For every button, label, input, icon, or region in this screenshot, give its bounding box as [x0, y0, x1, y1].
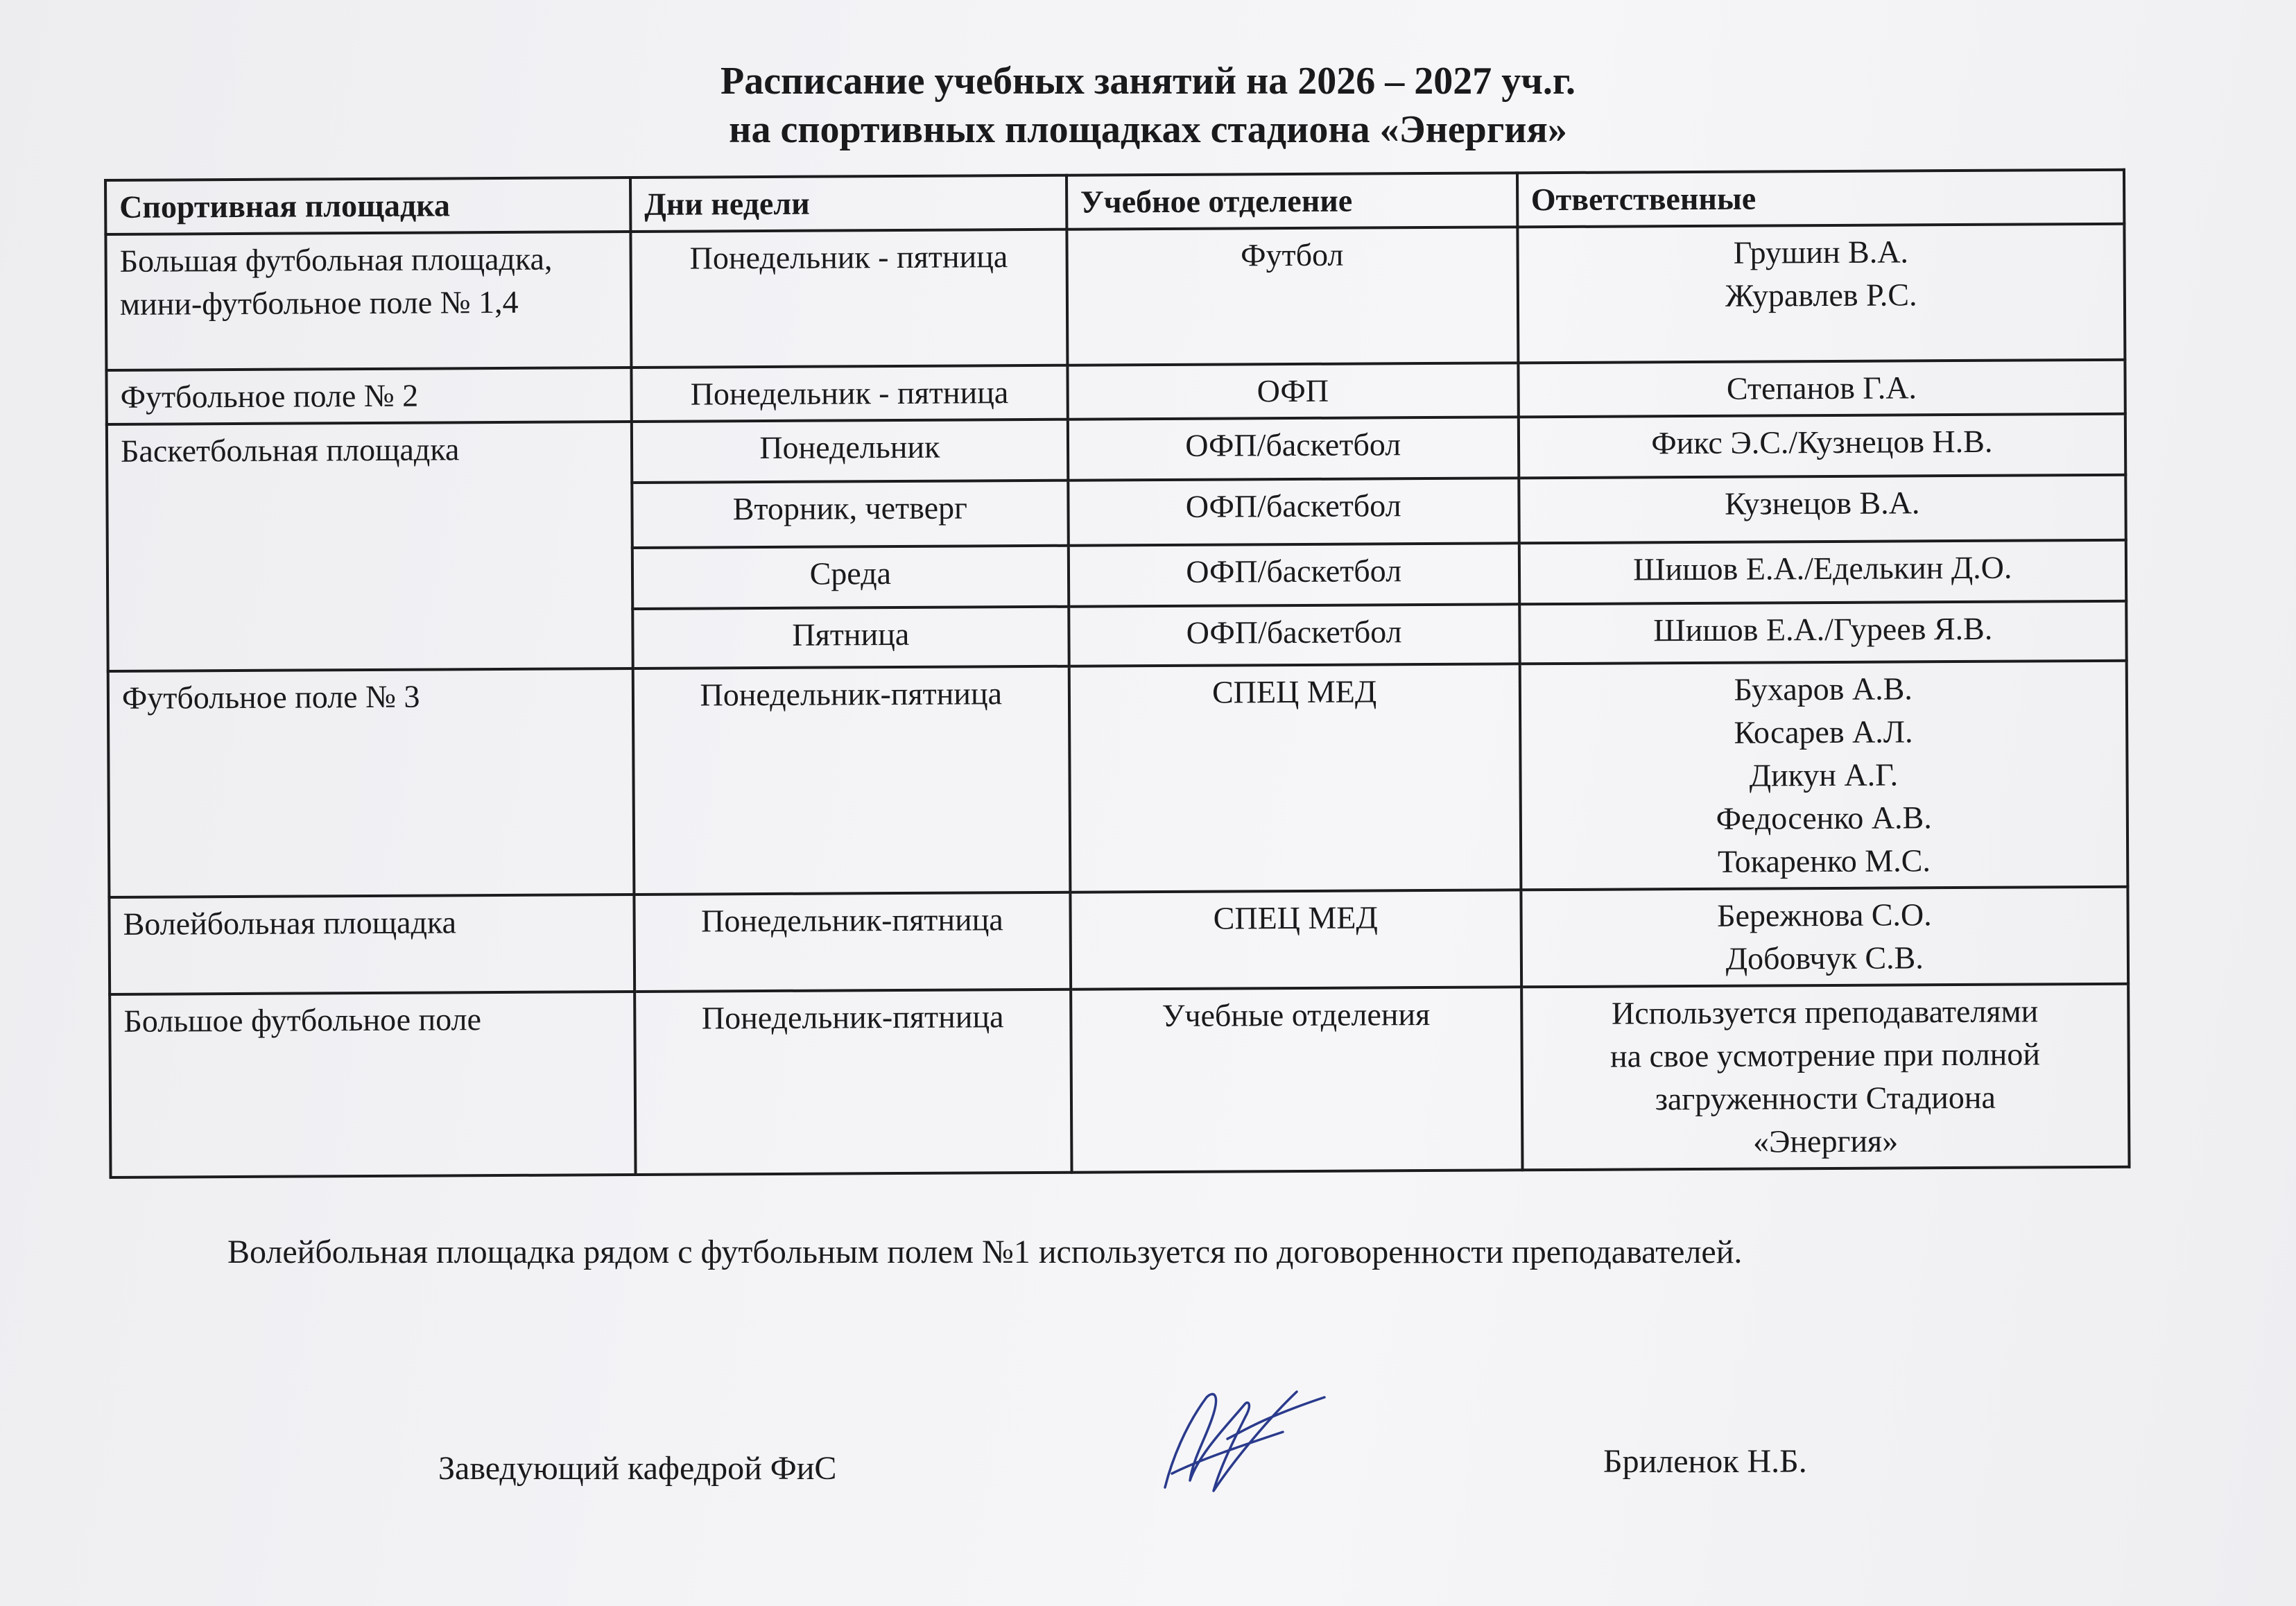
days-cell: Понедельник - пятница	[630, 230, 1067, 368]
table-row	[105, 224, 2125, 370]
responsible-note-line: на свое усмотрение при полной	[1609, 1036, 2041, 1074]
department-cell: ОФП	[1067, 363, 1518, 419]
responsible-cell	[1521, 984, 2130, 1171]
days-cell: Среда	[632, 546, 1069, 609]
title-line-2: на спортивных площадках стадиона «Энергия»	[729, 108, 1567, 151]
responsible-name: Федосенко А.В.	[1716, 800, 1932, 836]
days-cell: Вторник, четверг	[632, 481, 1068, 548]
place-cell: Баскетбольная площадка	[107, 422, 633, 671]
days-cell: Понедельник - пятница	[631, 365, 1067, 422]
days-cell: Понедельник-пятница	[635, 990, 1071, 1175]
responsible-name: Грушин В.А.	[1733, 234, 1909, 270]
header-place: Спортивная площадка	[105, 178, 630, 234]
days-cell: Понедельник-пятница	[633, 666, 1070, 895]
header-responsible: Ответственные	[1517, 170, 2125, 227]
department-cell: СПЕЦ МЕД	[1069, 664, 1521, 892]
signer-name: Бриленок Н.Б.	[1603, 1443, 1807, 1480]
document-title	[0, 57, 2296, 154]
responsible-note-line: Используется преподавателями	[1611, 993, 2039, 1031]
table-header-row	[105, 170, 2124, 234]
header-department: Учебное отделение	[1067, 173, 1517, 229]
responsible-cell	[1518, 360, 2125, 417]
responsible-name: Добовчук С.В.	[1725, 940, 1924, 976]
responsible-note-line: «Энергия»	[1752, 1123, 1899, 1159]
place-cell: Большая футбольная площадка, мини-футбольное поле № 1,4	[105, 232, 631, 370]
responsible-cell	[1517, 224, 2125, 363]
table-row	[110, 984, 2129, 1177]
responsible-cell	[1519, 661, 2127, 890]
head-of-department-position: Заведующий кафедрой ФиС	[438, 1450, 837, 1487]
days-cell: Понедельник	[632, 420, 1068, 483]
responsible-cell: Кузнецов В.А.	[1519, 475, 2126, 544]
department-cell: ОФП/баскетбол	[1069, 604, 1519, 666]
schedule-table	[104, 169, 2131, 1179]
responsible-name: Дикун А.Г.	[1749, 757, 1899, 793]
place-cell: Футбольное поле № 3	[108, 668, 635, 897]
days-cell: Пятница	[632, 607, 1069, 668]
responsible-cell: Шишов Е.А./Гуреев Я.В.	[1519, 601, 2127, 664]
volleyball-note: Волейбольная площадка рядом с футбольным полем №1 используется по договоренности преподавателей.	[227, 1234, 1743, 1270]
department-cell: Футбол	[1067, 227, 1518, 365]
responsible-cell: Шишов Е.А./Еделькин Д.О.	[1519, 540, 2126, 605]
responsible-cell	[1521, 887, 2128, 987]
place-cell: Волейбольная площадка	[109, 895, 635, 994]
place-cell: Футбольное поле № 2	[106, 368, 631, 424]
department-cell: ОФП/баскетбол	[1068, 478, 1519, 545]
department-cell: ОФП/баскетбол	[1068, 417, 1519, 480]
responsible-note-line: загруженности Стадиона	[1655, 1079, 1996, 1117]
table-row	[109, 887, 2128, 994]
title-line-1: Расписание учебных занятий на 2026 – 2027 уч.г.	[720, 60, 1576, 103]
days-cell: Понедельник-пятница	[634, 892, 1070, 992]
responsible-name: Токаренко М.С.	[1717, 843, 1931, 879]
responsible-name: Косарев А.Л.	[1734, 714, 1913, 750]
table-row	[107, 414, 2125, 485]
table-row	[106, 360, 2125, 424]
responsible-name: Журавлев Р.С.	[1725, 277, 1917, 313]
table-row	[108, 661, 2128, 897]
responsible-name: Степанов Г.А.	[1726, 370, 1917, 406]
department-cell: Учебные отделения	[1071, 987, 1522, 1172]
responsible-name: Бухаров А.В.	[1734, 671, 1913, 707]
department-cell: ОФП/баскетбол	[1069, 543, 1519, 606]
responsible-name: Бережнова С.О.	[1716, 897, 1932, 933]
department-cell: СПЕЦ МЕД	[1070, 890, 1521, 989]
header-days: Дни недели	[630, 175, 1067, 232]
place-cell: Большое футбольное поле	[110, 992, 635, 1177]
responsible-cell: Фикс Э.С./Кузнецов Н.В.	[1518, 414, 2125, 478]
signature-mark	[1123, 1376, 1331, 1508]
